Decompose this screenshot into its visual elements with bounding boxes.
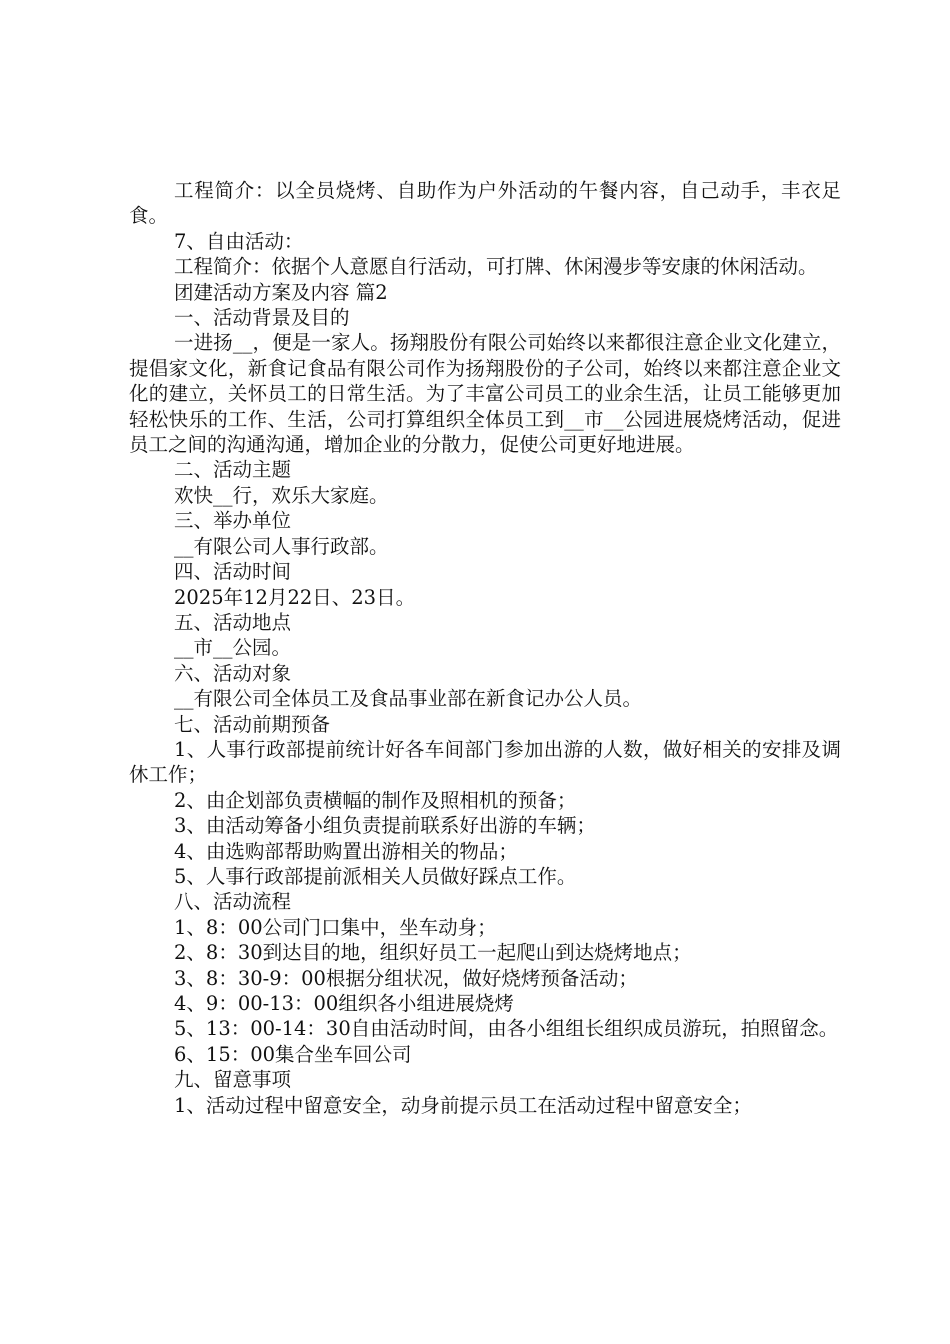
paragraph-lunch-description: 工程简介：以全员烧烤、自助作为户外活动的午餐内容，自己动手，丰衣足食。 [129, 179, 841, 228]
heading-location: 五、活动地点 [174, 610, 292, 634]
paragraph-location: __市__公园。 [174, 636, 292, 660]
list-item-process-4: 4、9：00-13：00组织各小组进展烧烤 [174, 992, 514, 1015]
heading-notes: 九、留意事项 [174, 1068, 292, 1092]
list-item-process-3: 3、8：30-9：00根据分组状况，做好烧烤预备活动； [174, 966, 638, 990]
paragraph-time: 2025年12月22日、23日。 [174, 585, 416, 609]
list-item-preparation-3: 3、由活动筹备小组负责提前联系好出游的车辆； [174, 814, 596, 838]
paragraph-free-activity-description: 工程简介：依据个人意愿自行活动，可打牌、休闲漫步等安康的休闲活动。 [174, 255, 818, 279]
list-item-notes-1: 1、活动过程中留意安全，动身前提示员工在活动过程中留意安全； [174, 1093, 752, 1117]
list-item-preparation-4: 4、由选购部帮助购置出游相关的物品； [174, 839, 518, 863]
heading-organizer: 三、举办单位 [174, 509, 292, 533]
list-item-process-6: 6、15：00集合坐车回公司 [174, 1042, 412, 1066]
paragraph-theme: 欢快__行，欢乐大家庭。 [174, 483, 389, 507]
paragraph-participants: __有限公司全体员工及食品事业部在新食记办公人员。 [174, 687, 643, 711]
list-item-process-2: 2、8：30到达目的地，组织好员工一起爬山到达烧烤地点； [174, 941, 692, 965]
heading-process: 八、活动流程 [174, 890, 292, 914]
list-item-preparation-2: 2、由企划部负责横幅的制作及照相机的预备； [174, 788, 577, 812]
list-item-preparation-5: 5、人事行政部提前派相关人员做好踩点工作。 [174, 864, 577, 888]
heading-time: 四、活动时间 [174, 560, 292, 584]
heading-participants: 六、活动对象 [174, 661, 292, 685]
heading-background-purpose: 一、活动背景及目的 [174, 306, 350, 330]
list-item-process-5: 5、13：00-14：30自由活动时间，由各小组组长组织成员游玩，拍照留念。 [174, 1017, 839, 1041]
document-body [129, 178, 841, 1118]
list-item-preparation-1: 1、人事行政部提前统计好各车间部门参加出游的人数，做好相关的安排及调休工作； [129, 737, 841, 787]
item-free-activity: 7、自由活动： [174, 229, 304, 253]
paragraph-organizer: __有限公司人事行政部。 [174, 534, 389, 558]
heading-theme: 二、活动主题 [174, 458, 292, 482]
list-item-process-1: 1、8：00公司门口集中，坐车动身； [174, 915, 497, 939]
heading-preparation: 七、活动前期预备 [174, 712, 331, 736]
section-title-plan-2: 团建活动方案及内容 篇2 [174, 280, 388, 304]
paragraph-background: 一进扬__，便是一家人。扬翔股份有限公司始终以来都很注意企业文化建立，提倡家文化，新食记食品有限公司作为扬翔股份的子公司，始终以来都注意企业文化的建立，关怀员工的日常生活。为了丰富公司员工的业余生活，让员工能够更加轻松快乐的工作、生活，公司打算组织全体员工到__市__公园进展烧烤活动，促进员工之间的沟通沟通，增加企业的分散力，促使公司更好地进展。 [129, 331, 841, 457]
